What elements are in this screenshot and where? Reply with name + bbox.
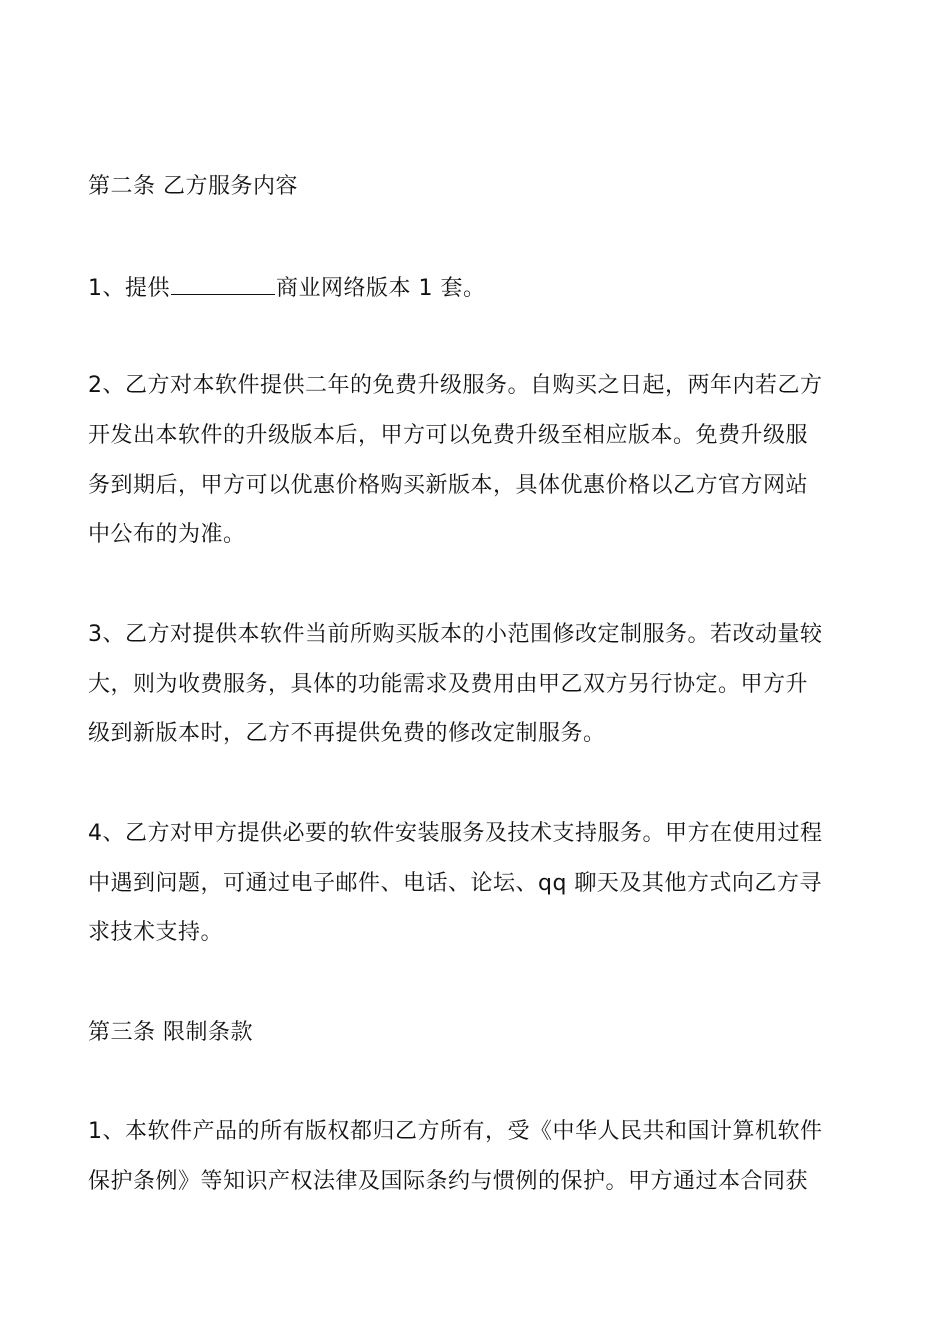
item-1-prefix: 1、提供 [88, 276, 170, 301]
section-2-item-2-line: 开发出本软件的升级版本后，甲方可以免费升级至相应版本。免费升级服 [88, 423, 809, 448]
section-2-heading: 第二条 乙方服务内容 [88, 174, 298, 199]
item-1-suffix: 商业网络版本 1 套。 [276, 276, 486, 301]
section-2-item-2-line: 2、乙方对本软件提供二年的免费升级服务。自购买之日起，两年内若乙方 [88, 373, 823, 398]
section-2-item-3-line: 大，则为收费服务，具体的功能需求及费用由甲乙双方另行协定。甲方升 [88, 672, 809, 697]
section-2-item-2-line: 务到期后，甲方可以优惠价格购买新版本，具体优惠价格以乙方官方网站 [88, 473, 809, 498]
section-3-item-1-line: 1、本软件产品的所有版权都归乙方所有，受《中华人民共和国计算机软件 [88, 1119, 823, 1144]
section-2-item-2-line: 中公布的为准。 [88, 522, 246, 547]
section-3-heading: 第三条 限制条款 [88, 1020, 253, 1045]
section-2-item-3-line: 级到新版本时，乙方不再提供免费的修改定制服务。 [88, 721, 606, 746]
section-2-item-4-line: 中遇到问题，可通过电子邮件、电话、论坛、qq 聊天及其他方式向乙方寻 [88, 871, 822, 896]
section-2-item-3-line: 3、乙方对提供本软件当前所购买版本的小范围修改定制服务。若改动量较 [88, 622, 823, 647]
section-2-item-4-line: 4、乙方对甲方提供必要的软件安装服务及技术支持服务。甲方在使用过程 [88, 821, 823, 846]
section-3-item-1-line: 保护条例》等知识产权法律及国际条约与惯例的保护。甲方通过本合同获 [88, 1169, 809, 1194]
section-2-item-4-line: 求技术支持。 [88, 920, 224, 945]
fill-in-blank [171, 274, 275, 295]
section-2-item-1 [88, 274, 868, 302]
